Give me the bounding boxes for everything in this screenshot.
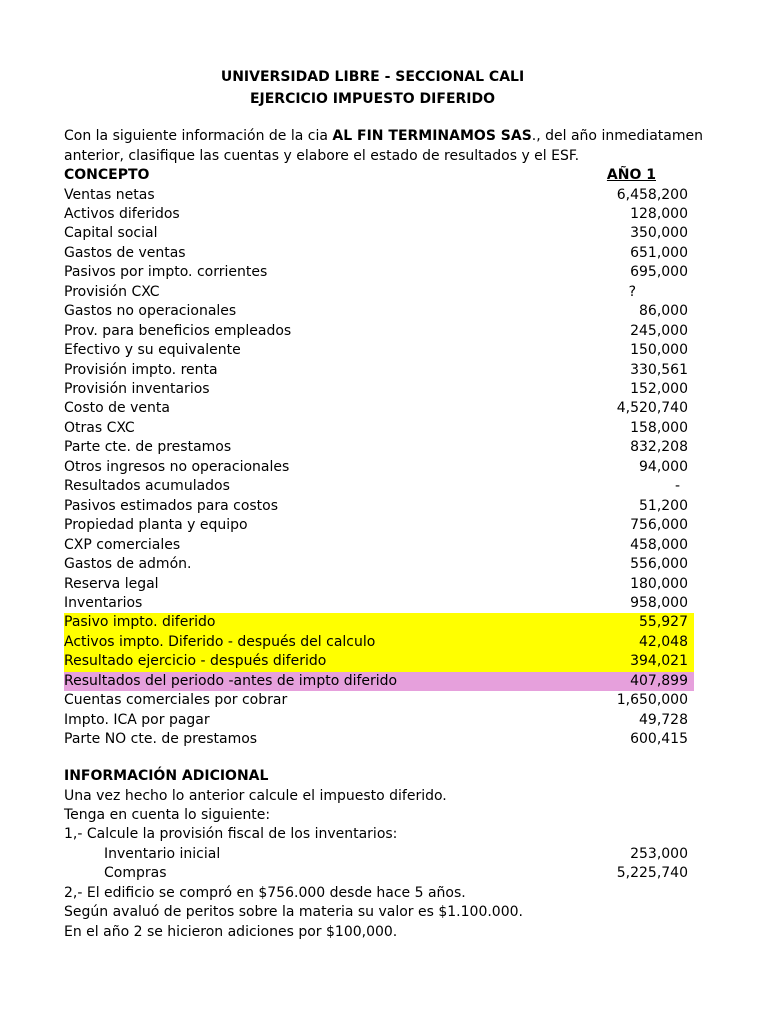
row-label: Otros ingresos no operacionales — [64, 458, 290, 475]
row-value: 600,415 — [630, 731, 688, 748]
table-row — [64, 555, 694, 575]
row-value: 4,520,740 — [616, 400, 688, 417]
row-value: 150,000 — [630, 342, 688, 359]
row-label: Gastos no operacionales — [64, 303, 237, 320]
row-value: 180,000 — [630, 575, 688, 592]
additional-line2: Tenga en cuenta lo siguiente: — [64, 807, 271, 823]
additional-line1: Una vez hecho lo anterior calcule el impuesto diferido. — [64, 788, 447, 804]
row-label: Resultados del periodo -antes de impto diferido — [64, 672, 398, 689]
row-label: Efectivo y su equivalente — [64, 342, 241, 359]
table-row — [64, 633, 694, 653]
row-label: Propiedad planta y equipo — [64, 517, 248, 534]
row-value: 394,021 — [630, 653, 688, 670]
additional-heading: INFORMACIÓN ADICIONAL — [64, 768, 269, 784]
row-value: ? — [628, 283, 636, 300]
table-row — [64, 224, 694, 244]
row-value: 51,200 — [639, 497, 688, 514]
title-exercise: EJERCICIO IMPUESTO DIFERIDO — [249, 91, 496, 107]
row-value: 86,000 — [639, 303, 688, 320]
table-row — [64, 244, 694, 264]
row-label: Inventarios — [64, 594, 143, 611]
row-value: 1,650,000 — [616, 692, 688, 709]
table-row — [64, 302, 694, 322]
row-label: Parte cte. de prestamos — [64, 439, 232, 456]
row-label: Costo de venta — [64, 400, 170, 417]
row-value: 407,899 — [630, 672, 688, 689]
row-value: 458,000 — [630, 536, 688, 553]
table-row — [64, 438, 694, 458]
row-value: 55,927 — [639, 614, 688, 631]
table-row — [64, 536, 694, 556]
additional-line6: En el año 2 se hicieron adiciones por $100,000. — [64, 924, 398, 940]
table-row — [64, 341, 694, 361]
intro-paragraph — [64, 126, 744, 166]
row-label: Otras CXC — [64, 419, 135, 436]
table-row — [64, 283, 694, 303]
table-row — [64, 575, 694, 595]
intro-line2: anterior, clasifique las cuentas y elabore el estado de resultados y el ESF. — [64, 148, 580, 164]
table-row — [64, 419, 694, 439]
row-label: Activos impto. Diferido - después del calculo — [64, 633, 376, 650]
table-header — [64, 166, 694, 186]
purchases-value: 5,225,740 — [616, 865, 688, 881]
row-value: 152,000 — [630, 381, 688, 397]
row-label: Resultado ejercicio - después diferido — [64, 653, 327, 670]
table-row — [64, 691, 694, 711]
row-value: 245,000 — [630, 322, 688, 339]
row-label: Resultados acumulados — [64, 478, 230, 495]
row-value: 651,000 — [630, 244, 688, 261]
company-name: AL FIN TERMINAMOS SAS — [332, 128, 532, 144]
table-row — [64, 594, 694, 614]
table-row — [64, 613, 694, 633]
table-row — [64, 458, 694, 478]
row-label: Provisión CXC — [64, 283, 160, 300]
col-concept: CONCEPTO — [64, 167, 150, 183]
row-value: 6,458,200 — [616, 186, 688, 203]
additional-line5: Según avaluó de peritos sobre la materia su valor es $1.100.000. — [64, 904, 523, 920]
row-label: Provisión inventarios — [64, 381, 210, 397]
row-label: Reserva legal — [64, 575, 159, 592]
inventory-initial-value: 253,000 — [630, 846, 688, 862]
table-row — [64, 186, 694, 206]
table-row — [64, 497, 694, 517]
row-value: 42,048 — [639, 633, 688, 650]
row-label: Parte NO cte. de prestamos — [64, 731, 258, 748]
title-university: UNIVERSIDAD LIBRE - SECCIONAL CALI — [220, 69, 525, 85]
row-value: 556,000 — [630, 556, 688, 573]
table-row — [64, 730, 694, 750]
row-value: - — [674, 478, 680, 495]
col-year: AÑO 1 — [606, 167, 656, 183]
row-value: 756,000 — [630, 517, 688, 534]
purchases-row — [64, 864, 694, 884]
inventory-initial-label: Inventario inicial — [104, 846, 221, 862]
table-row — [64, 516, 694, 536]
row-value: 330,561 — [630, 361, 688, 378]
table-row — [64, 263, 694, 283]
table-row — [64, 652, 694, 672]
intro-post: ., del año inmediatamen — [531, 128, 704, 144]
row-value: 695,000 — [630, 264, 688, 281]
row-label: Capital social — [64, 225, 158, 242]
row-label: Pasivos por impto. corrientes — [64, 264, 268, 281]
table-row — [64, 322, 694, 342]
table-row — [64, 205, 694, 225]
row-value: 49,728 — [639, 711, 688, 728]
row-label: Pasivo impto. diferido — [64, 614, 216, 631]
row-label: Impto. ICA por pagar — [64, 711, 210, 728]
table-row — [64, 672, 694, 692]
table-row — [64, 399, 694, 419]
inventory-initial-row — [64, 845, 694, 865]
row-label: Provisión impto. renta — [64, 361, 218, 378]
row-value: 832,208 — [630, 439, 688, 456]
purchases-label: Compras — [104, 865, 167, 881]
intro-pre: Con la siguiente información de la cia — [64, 128, 333, 144]
row-label: Prov. para beneficios empleados — [64, 322, 292, 339]
row-label: Gastos de admón. — [64, 556, 192, 573]
row-label: CXP comerciales — [64, 536, 181, 553]
table-row — [64, 380, 694, 400]
additional-line4: 2,- El edificio se compró en $756.000 desde hace 5 años. — [64, 885, 466, 901]
additional-line3: 1,- Calcule la provisión fiscal de los inventarios: — [64, 826, 398, 842]
row-value: 350,000 — [630, 225, 688, 242]
row-value: 94,000 — [639, 458, 688, 475]
table-row — [64, 477, 694, 497]
row-label: Pasivos estimados para costos — [64, 497, 279, 514]
row-label: Gastos de ventas — [64, 244, 186, 261]
table-row — [64, 361, 694, 381]
row-value: 158,000 — [630, 419, 688, 436]
row-label: Activos diferidos — [64, 205, 180, 222]
row-label: Cuentas comerciales por cobrar — [64, 692, 288, 709]
table-row — [64, 711, 694, 731]
row-label: Ventas netas — [64, 186, 155, 203]
row-value: 128,000 — [630, 205, 688, 222]
row-value: 958,000 — [630, 594, 688, 611]
